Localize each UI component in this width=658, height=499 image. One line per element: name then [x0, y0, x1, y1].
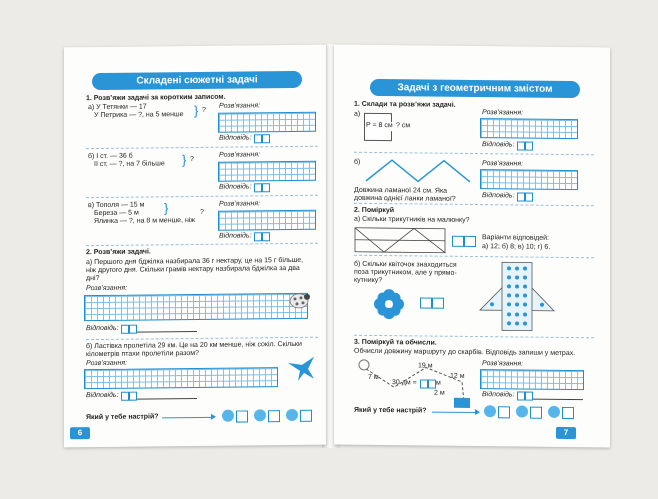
answer-box[interactable] [254, 134, 262, 143]
task3-text: Обчисли довжину маршруту до скарбів. Відповідь запиши у метрах. [354, 347, 576, 358]
smiley-icon [222, 410, 234, 422]
answer-label: Відповідь: [219, 183, 252, 191]
solution-label: Розв’язання: [219, 102, 261, 110]
neutral-face-icon [516, 405, 528, 417]
right-page [334, 45, 610, 448]
answer-box[interactable] [517, 141, 525, 150]
answer-box[interactable] [420, 297, 432, 308]
solution-label: Розв’язання: [482, 109, 524, 117]
task1b-line1: б) І ст. — 36 б [88, 152, 133, 161]
answer-box[interactable] [525, 142, 533, 151]
variants-label: Варіанти відповідей: [482, 234, 549, 242]
mood-checkbox[interactable] [268, 410, 280, 422]
mood-checkbox[interactable] [300, 410, 312, 422]
solution-label: Розв’язання: [86, 359, 128, 368]
answer-box[interactable] [129, 392, 137, 401]
solution-grid[interactable] [84, 367, 278, 389]
brace-icon: } [164, 200, 169, 216]
divider [354, 335, 594, 339]
task1v-line2: Береза — 5 м [94, 209, 139, 218]
solution-label: Розв’язання: [219, 151, 261, 159]
solution-label: Розв’язання: [86, 284, 128, 293]
ladybug-icon [286, 289, 312, 311]
answer-label: Відповідь: [482, 391, 515, 399]
side-label: ? см [396, 122, 411, 130]
solution-grid[interactable] [480, 169, 578, 190]
task2a-text-line2: ніж другого дня. Скільки грамів нектару назбирала бджілка за два [86, 264, 300, 275]
variants-list: а) 12; б) 8; в) 10; г) 6. [482, 243, 551, 251]
answer-box[interactable] [121, 325, 129, 334]
sad-face-icon [286, 409, 298, 421]
flowers-triangle-rectangle-figure [478, 260, 556, 333]
solution-grid[interactable] [218, 112, 316, 133]
answer-box[interactable] [464, 236, 476, 247]
distance-3: 30 дм = [392, 379, 417, 387]
neutral-face-icon [254, 409, 266, 421]
answer-line[interactable] [137, 331, 197, 333]
triangles-figure [354, 227, 446, 254]
task2a-text-line3: дні? [86, 275, 100, 283]
task2a-text: а) Скільки трикутників на малюнку? [354, 215, 470, 224]
answer-label: Відповідь: [86, 391, 119, 400]
question-mark: ? [190, 156, 194, 164]
task3-heading: 3. Поміркуй та обчисли. [354, 338, 437, 347]
solution-grid[interactable] [480, 369, 584, 390]
solution-label: Розв’язання: [219, 200, 261, 208]
answer-box[interactable] [517, 192, 525, 201]
task1b-text-line1: Довжина ламаної 24 см. Яка [354, 186, 448, 195]
mood-question: Який у тебе настрій? [86, 413, 159, 422]
answer-box[interactable] [428, 380, 436, 389]
divider [86, 243, 318, 246]
answer-box[interactable] [262, 183, 270, 192]
divider [354, 255, 594, 259]
page-number: 6 [70, 427, 90, 439]
answer-box[interactable] [432, 298, 444, 309]
answer-line[interactable] [137, 398, 197, 400]
answer-box[interactable] [254, 183, 262, 192]
answer-label: Відповідь: [219, 232, 252, 240]
task1v-line1: в) Тополя — 15 м [88, 201, 145, 210]
mood-checkbox[interactable] [236, 410, 248, 422]
arrow-icon [162, 417, 212, 419]
solution-grid[interactable] [480, 118, 578, 139]
answer-box[interactable] [525, 392, 533, 401]
flower-icon [374, 289, 404, 319]
task1-heading: 1. Склади та розв’яжи задачі. [354, 100, 456, 109]
answer-label: Відповідь: [482, 192, 515, 200]
distance-4: 12 м [450, 372, 465, 380]
solution-grid[interactable] [84, 293, 308, 321]
answer-box[interactable] [121, 392, 129, 401]
task2-heading: 2. Розв’яжи задачі. [86, 248, 151, 257]
brace-icon: } [194, 102, 199, 119]
mood-question: Який у тебе настрій? [354, 406, 427, 415]
task2b-text-line3: кутнику? [354, 276, 383, 285]
answer-box[interactable] [262, 232, 270, 241]
answer-label: Відповідь: [86, 324, 119, 333]
answer-box[interactable] [254, 232, 262, 241]
perimeter-label: P = 8 см [366, 121, 393, 130]
sad-face-icon [548, 406, 560, 418]
answer-label: Відповідь: [482, 141, 515, 149]
right-page-title: Задачі з геометричним змістом [370, 79, 580, 98]
brace-icon: } [182, 152, 187, 168]
task1a-line1: а) У Тетянки — 17 [88, 103, 147, 112]
answer-box[interactable] [262, 134, 270, 143]
answer-line[interactable] [533, 399, 583, 401]
mood-checkbox[interactable] [530, 407, 542, 419]
question-mark: ? [200, 208, 204, 216]
task1a-line2: У Петрика — ?, на 5 менше [94, 111, 184, 120]
answer-box[interactable] [452, 236, 464, 247]
left-page-title: Складені сюжетні задачі [92, 71, 302, 90]
answer-box[interactable] [129, 325, 137, 334]
distance-5: 2 м [434, 389, 445, 397]
solution-grid[interactable] [218, 210, 316, 231]
divider [86, 337, 318, 340]
left-page [64, 45, 326, 448]
divider [354, 152, 594, 156]
solution-grid[interactable] [218, 161, 316, 182]
divider [354, 203, 594, 207]
answer-box[interactable] [420, 379, 428, 388]
polyline-figure [364, 157, 472, 184]
page-number: 7 [556, 427, 576, 439]
distance-2: 19 м [418, 362, 433, 370]
task1b-text-line2: довжина однієї ланки ламаної? [354, 194, 456, 203]
task1v-line3: Ялинка — ?, на 8 м менше, ніж [94, 216, 196, 226]
task1-heading: 1. Розв’яжи задачі за коротким записом. [86, 93, 226, 103]
smiley-icon [484, 405, 496, 417]
mood-checkbox[interactable] [498, 406, 510, 418]
answer-label: Відповідь: [219, 134, 252, 142]
solution-label: Розв’язання: [482, 360, 524, 368]
task2-heading: 2. Поміркуй [354, 206, 395, 215]
question-mark: ? [202, 106, 206, 114]
mood-checkbox[interactable] [562, 407, 574, 419]
divider [86, 195, 318, 198]
arrow-icon [432, 412, 476, 413]
task1b-line2: ІІ ст. — ?, на 7 більше [94, 160, 165, 169]
solution-label: Розв’язання: [482, 160, 524, 168]
answer-box[interactable] [525, 193, 533, 202]
task1b-label: б) [354, 158, 361, 166]
answer-box[interactable] [517, 391, 525, 400]
task2b-text-line1: б) Скільки квіточок знаходиться [354, 260, 457, 269]
task1a-label: а) [354, 110, 361, 118]
distance-1: 7 м [368, 373, 379, 382]
divider [86, 146, 318, 149]
task2b-text-line1: б) Ластівка пролетіла 29 км. Це на 20 км менше, ніж сокіл. Скільки [86, 340, 302, 351]
swallow-icon [286, 353, 316, 383]
task2b-text-line2: поза трикутником, але у прямо- [354, 268, 457, 277]
task2a-text-line1: а) Першого дня бджілка назбирала 36 г нектару, це на 15 г більше, [86, 256, 304, 267]
unit-label: м [436, 379, 441, 387]
task2b-text-line2: кілометрів птахи пролетіли разом? [86, 349, 199, 359]
